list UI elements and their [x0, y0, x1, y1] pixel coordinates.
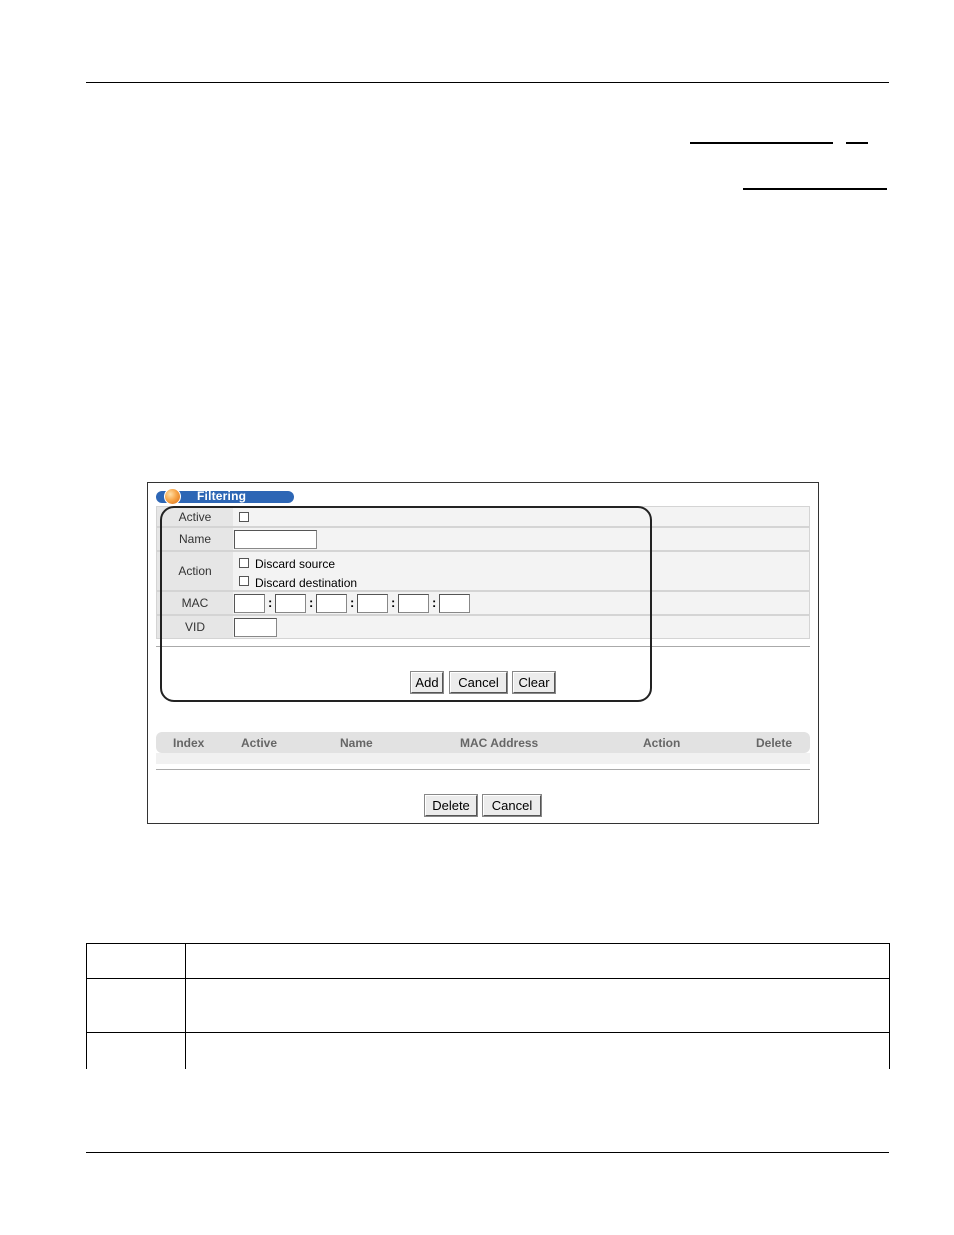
table-cell — [87, 1033, 186, 1069]
form-row-mac — [156, 591, 810, 615]
clear-button[interactable]: Clear — [513, 672, 555, 693]
description-table — [86, 943, 890, 1069]
column-mac-address: MAC Address — [460, 736, 539, 750]
table-cell — [87, 944, 186, 979]
delete-button[interactable]: Delete — [425, 795, 477, 816]
mac-separator: : — [432, 595, 437, 610]
list-separator — [156, 769, 810, 770]
action-label: Action — [157, 552, 233, 590]
heading-underline-short — [846, 142, 868, 144]
table-cell — [186, 979, 890, 1033]
mac-octet-3-input[interactable] — [316, 594, 347, 613]
header-rule — [86, 82, 889, 83]
vid-label: VID — [157, 616, 233, 638]
mac-separator: : — [350, 595, 355, 610]
mac-label: MAC — [157, 592, 233, 614]
mac-octet-5-input[interactable] — [398, 594, 429, 613]
form-row-action — [156, 551, 810, 591]
mac-octet-4-input[interactable] — [357, 594, 388, 613]
discard-destination-label: Discard destination — [255, 576, 358, 590]
name-input[interactable] — [234, 530, 317, 549]
form-row-active — [156, 506, 810, 527]
column-active: Active — [241, 736, 278, 750]
subheading-underline — [743, 188, 887, 190]
mac-separator: : — [391, 595, 396, 610]
mac-octet-1-input[interactable] — [234, 594, 265, 613]
filter-list-empty-row — [156, 753, 810, 764]
footer-rule — [86, 1152, 889, 1153]
title-bullet-icon — [164, 488, 181, 505]
mac-octet-2-input[interactable] — [275, 594, 306, 613]
form-separator — [156, 646, 810, 647]
column-action: Action — [643, 736, 681, 750]
name-label: Name — [157, 528, 233, 550]
mac-separator: : — [309, 595, 314, 610]
panel-title: Filtering — [197, 489, 247, 503]
form-row-vid — [156, 615, 810, 639]
filter-list-header — [156, 732, 810, 753]
column-delete: Delete — [756, 736, 793, 750]
heading-underline — [690, 142, 833, 144]
discard-source-checkbox[interactable] — [239, 558, 249, 568]
table-cell — [87, 979, 186, 1033]
table-cell — [186, 944, 890, 979]
active-checkbox[interactable] — [239, 512, 249, 522]
form-row-name — [156, 527, 810, 551]
active-label: Active — [157, 507, 233, 526]
form-cancel-button[interactable]: Cancel — [450, 672, 507, 693]
list-cancel-button[interactable]: Cancel — [483, 795, 541, 816]
filtering-screenshot — [147, 482, 819, 824]
column-name: Name — [340, 736, 373, 750]
mac-octet-6-input[interactable] — [439, 594, 470, 613]
table-cell — [186, 1033, 890, 1069]
discard-destination-checkbox[interactable] — [239, 576, 249, 586]
vid-input[interactable] — [234, 618, 277, 637]
add-button[interactable]: Add — [411, 672, 443, 693]
column-index: Index — [173, 736, 205, 750]
discard-source-label: Discard source — [255, 557, 336, 571]
mac-separator: : — [268, 595, 273, 610]
